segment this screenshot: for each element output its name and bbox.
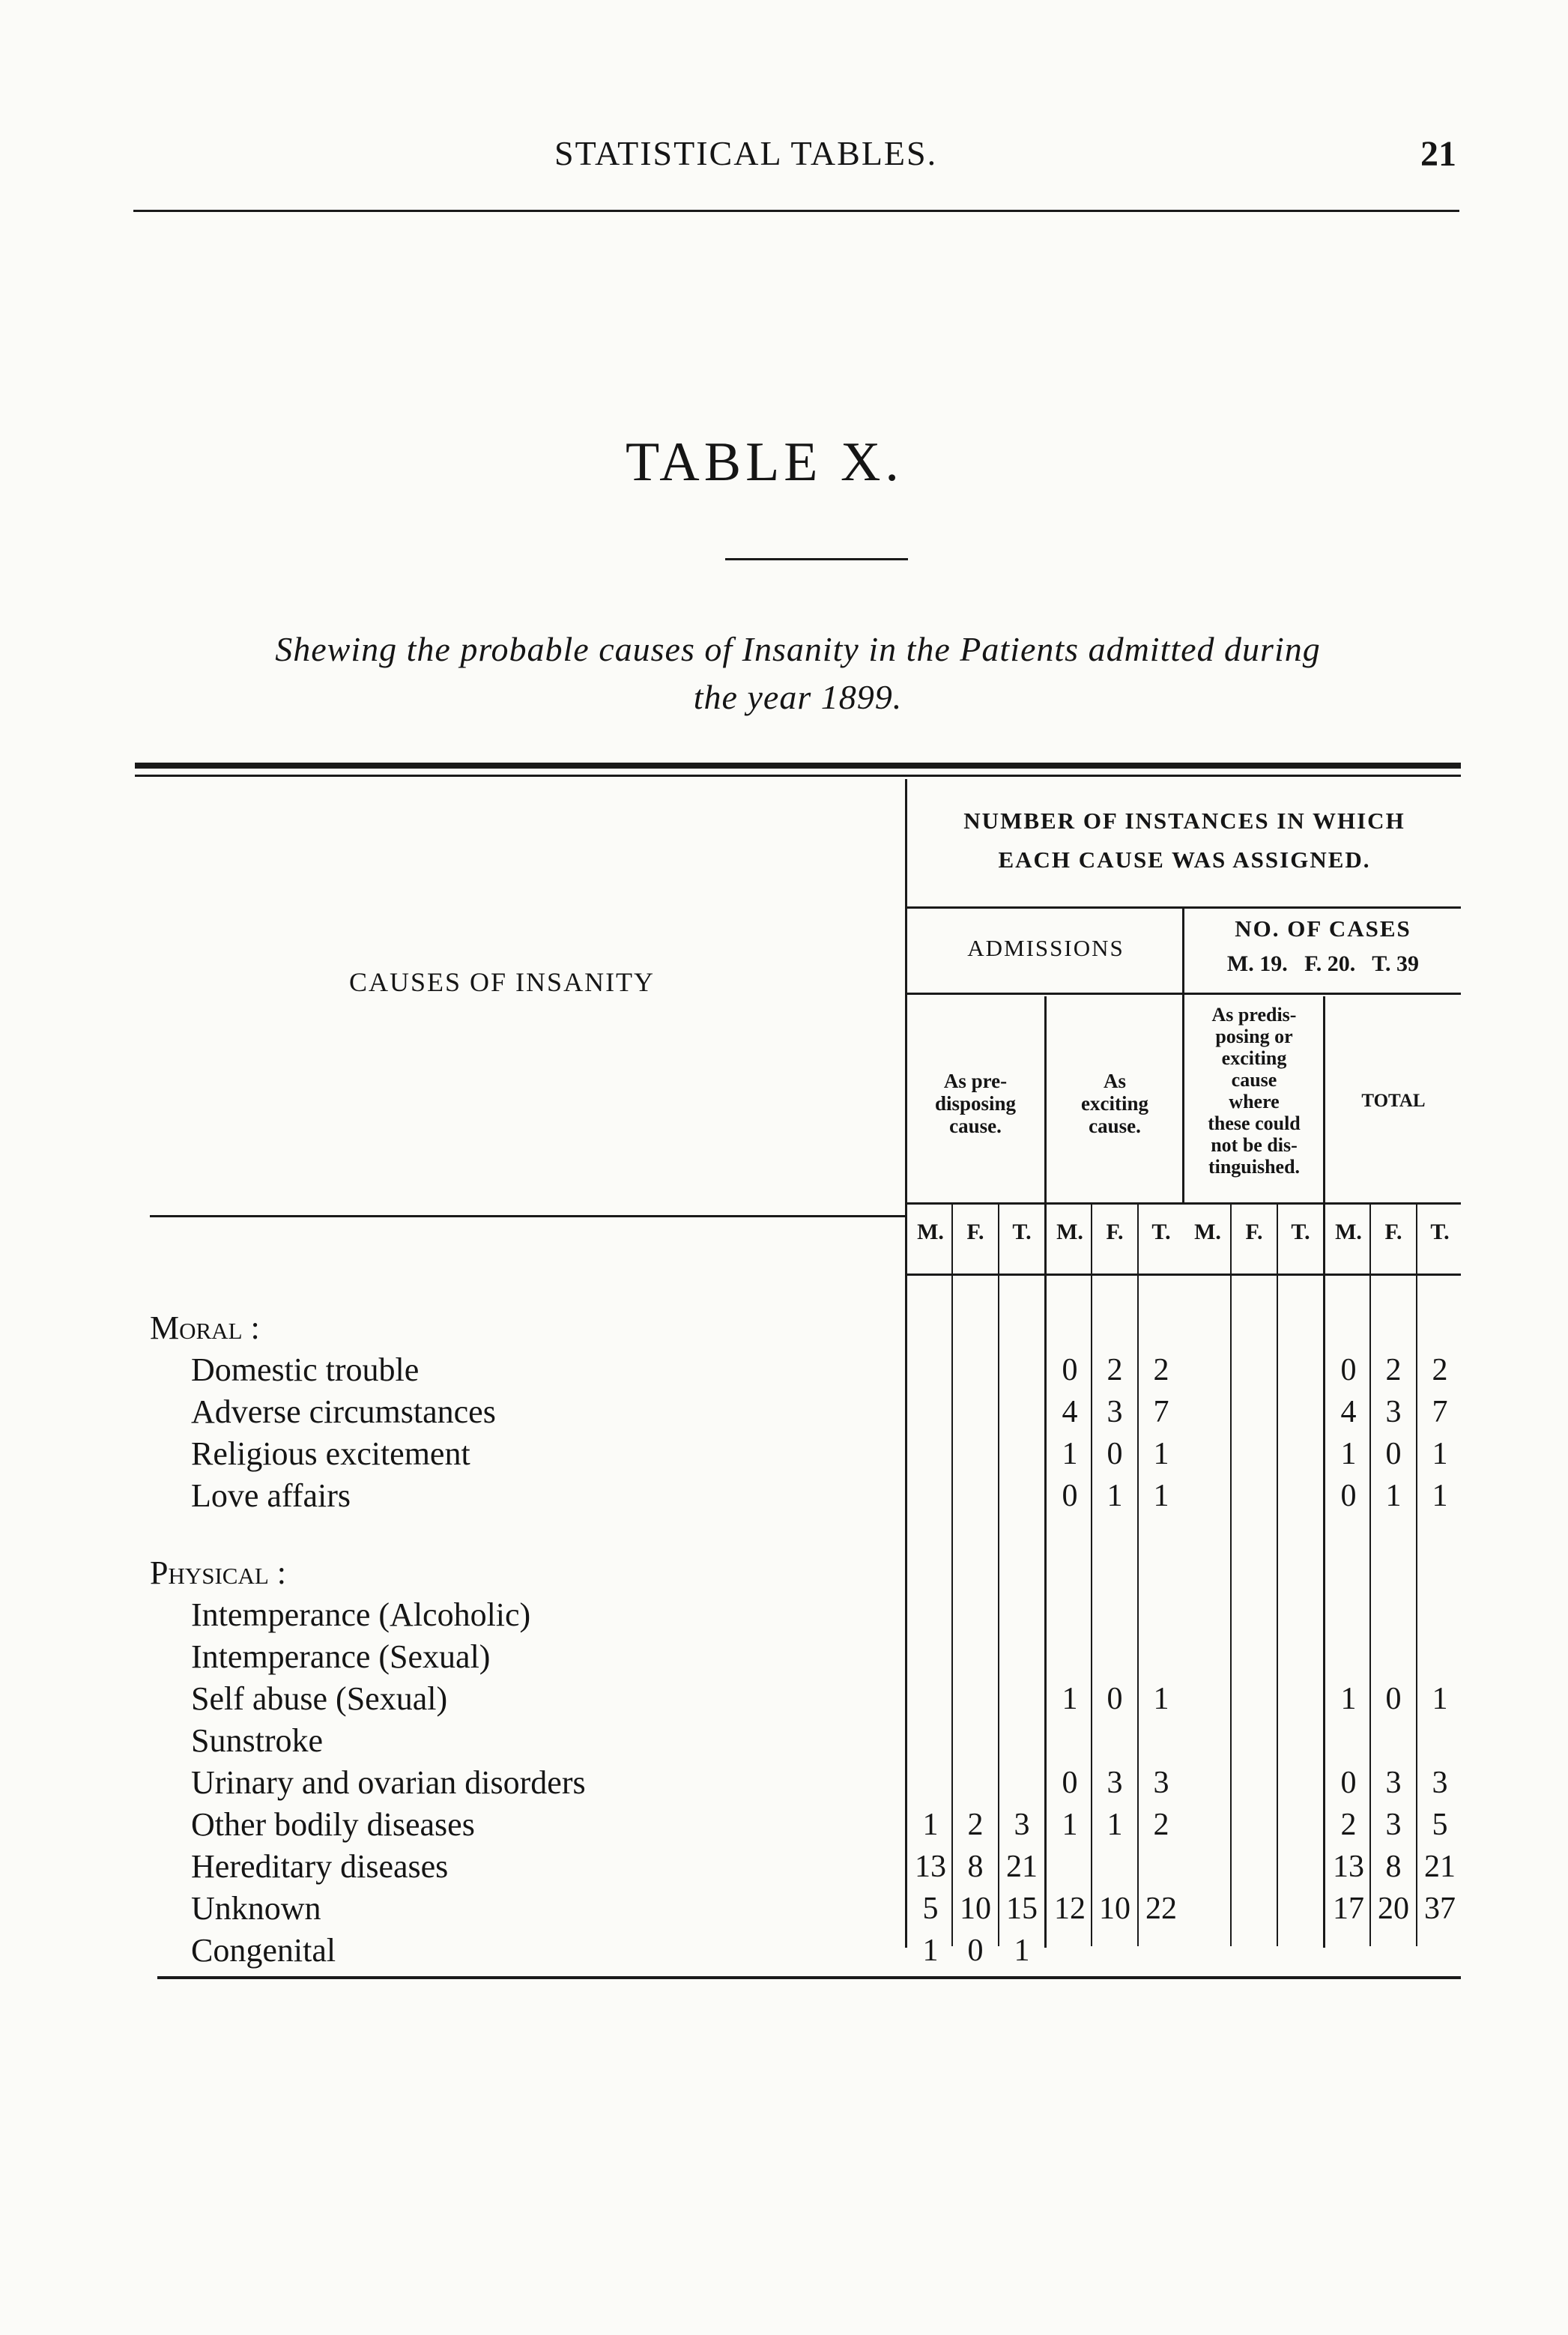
value-cell: 12 xyxy=(1054,1892,1086,1926)
value-cell: 0 xyxy=(1340,1353,1357,1387)
value-cell: 0 xyxy=(1062,1479,1078,1513)
value-cell: 1 xyxy=(922,1933,939,1968)
mft-label: M. xyxy=(1056,1220,1083,1244)
cases-counts: M. 19. F. 20. T. 39 xyxy=(1226,951,1420,976)
mft-label: F. xyxy=(1245,1220,1263,1244)
value-cell: 7 xyxy=(1153,1395,1169,1429)
col-indistinguished-line7: not be dis- xyxy=(1211,1134,1298,1156)
col-indistinguished-heading xyxy=(1185,1004,1323,1178)
value-cell: 10 xyxy=(960,1892,991,1926)
value-cell: 4 xyxy=(1340,1395,1357,1429)
value-cell: 3 xyxy=(1014,1808,1030,1842)
value-cell: 0 xyxy=(967,1933,984,1968)
col-indistinguished-line3: exciting xyxy=(1221,1047,1287,1069)
mft-label: F. xyxy=(1106,1220,1124,1244)
value-cell: 5 xyxy=(922,1892,939,1926)
value-cell: 1 xyxy=(1107,1808,1123,1842)
value-cell: 2 xyxy=(1432,1353,1448,1387)
table-bottom-rule xyxy=(157,1976,1461,1979)
cause-label: Congenital xyxy=(191,1932,336,1969)
col-indistinguished-line5: where xyxy=(1229,1091,1280,1112)
value-cell: 1 xyxy=(1014,1933,1030,1968)
value-cell: 2 xyxy=(1385,1353,1402,1387)
group-heading: Physical : xyxy=(150,1554,287,1591)
value-cell: 21 xyxy=(1424,1850,1456,1884)
cause-label: Intemperance (Alcoholic) xyxy=(191,1596,531,1633)
value-cell: 0 xyxy=(1385,1682,1402,1716)
value-cell: 1 xyxy=(1432,1479,1448,1513)
value-cell: 37 xyxy=(1424,1892,1456,1926)
value-cell: 1 xyxy=(1385,1479,1402,1513)
cause-label: Sunstroke xyxy=(191,1722,323,1759)
value-cell: 1 xyxy=(1153,1479,1169,1513)
title-underline xyxy=(725,558,908,560)
value-cell: 3 xyxy=(1432,1766,1448,1800)
value-cell: 1 xyxy=(1340,1437,1357,1471)
value-cell: 7 xyxy=(1432,1395,1448,1429)
value-cell: 0 xyxy=(1062,1766,1078,1800)
numbers-left-border xyxy=(905,779,907,1948)
cause-label: Self abuse (Sexual) xyxy=(191,1680,448,1717)
value-cell: 2 xyxy=(1107,1353,1123,1387)
admissions-rule xyxy=(906,993,1184,995)
value-cell: 0 xyxy=(1340,1766,1357,1800)
col-exciting-line1: As xyxy=(1103,1070,1126,1092)
mft-label: F. xyxy=(1384,1220,1402,1244)
value-cell: 13 xyxy=(915,1850,946,1884)
col-indistinguished-line6: these could xyxy=(1208,1112,1301,1134)
value-cell: 0 xyxy=(1107,1437,1123,1471)
table-top-rule-thin xyxy=(135,775,1461,777)
value-cell: 2 xyxy=(1153,1353,1169,1387)
value-cell: 8 xyxy=(967,1850,984,1884)
cases-rule xyxy=(1184,993,1461,995)
mft-label: M. xyxy=(917,1220,944,1244)
mft-label: F. xyxy=(966,1220,984,1244)
value-cell: 15 xyxy=(1006,1892,1038,1926)
causes-heading-rule xyxy=(150,1215,906,1217)
cause-label: Adverse circumstances xyxy=(191,1393,496,1430)
admissions-heading: ADMISSIONS xyxy=(967,935,1124,961)
col-indistinguished-line4: cause xyxy=(1231,1069,1277,1091)
table-subtitle-line1: Shewing the probable causes of Insanity in the Patients admitted during xyxy=(275,630,1321,668)
admissions-right-border xyxy=(1182,906,1184,1202)
causes-heading: CAUSES OF INSANITY xyxy=(349,967,656,997)
cause-label: Religious excitement xyxy=(191,1435,470,1472)
value-cell: 4 xyxy=(1062,1395,1078,1429)
value-cell: 3 xyxy=(1385,1766,1402,1800)
mft-label: M. xyxy=(1194,1220,1221,1244)
value-cell: 1 xyxy=(1107,1479,1123,1513)
mft-rule xyxy=(906,1274,1461,1276)
mft-label: T. xyxy=(1012,1220,1032,1244)
value-cell: 3 xyxy=(1385,1395,1402,1429)
value-cell: 5 xyxy=(1432,1808,1448,1842)
col-indistinguished-line1: As predis- xyxy=(1211,1004,1297,1026)
instances-heading-line2: EACH CAUSE WAS ASSIGNED. xyxy=(998,847,1371,873)
page-number: 21 xyxy=(1420,134,1456,174)
predisposing-right-border xyxy=(1044,996,1047,1948)
value-cell: 8 xyxy=(1385,1850,1402,1884)
value-cell: 0 xyxy=(1062,1353,1078,1387)
value-cell: 22 xyxy=(1145,1892,1177,1926)
value-cell: 21 xyxy=(1006,1850,1038,1884)
column-divider xyxy=(1277,1205,1278,1946)
mft-label: M. xyxy=(1335,1220,1362,1244)
value-cell: 1 xyxy=(1062,1682,1078,1716)
cause-label: Hereditary diseases xyxy=(191,1848,449,1885)
cause-label: Unknown xyxy=(191,1890,321,1927)
value-cell: 13 xyxy=(1333,1850,1364,1884)
value-cell: 1 xyxy=(1432,1682,1448,1716)
col-indistinguished-line2: posing or xyxy=(1215,1026,1293,1047)
value-cell: 1 xyxy=(1153,1437,1169,1471)
col-exciting-line2: exciting xyxy=(1081,1092,1148,1115)
value-cell: 0 xyxy=(1385,1437,1402,1471)
cause-label: Urinary and ovarian disorders xyxy=(191,1764,586,1801)
col-predisposing-line2: disposing xyxy=(934,1092,1017,1115)
value-cell: 1 xyxy=(922,1808,939,1842)
col-predisposing-heading xyxy=(908,1070,1043,1137)
value-cell: 2 xyxy=(967,1808,984,1842)
column-divider xyxy=(1230,1205,1232,1946)
subhead-rule xyxy=(906,1202,1461,1205)
cause-label: Other bodily diseases xyxy=(191,1806,475,1843)
value-cell: 3 xyxy=(1153,1766,1169,1800)
value-cell: 17 xyxy=(1333,1892,1364,1926)
table-subtitle-line2: the year 1899. xyxy=(693,678,903,716)
col-indistinguished-line8: tinguished. xyxy=(1208,1156,1301,1178)
value-cell: 3 xyxy=(1107,1766,1123,1800)
cases-heading: NO. OF CASES xyxy=(1235,915,1411,942)
mft-label: T. xyxy=(1151,1220,1171,1244)
value-cell: 1 xyxy=(1340,1682,1357,1716)
value-cell: 3 xyxy=(1385,1808,1402,1842)
instances-heading-line1: NUMBER OF INSTANCES IN WHICH xyxy=(963,808,1405,834)
header-rule xyxy=(133,210,1459,212)
group-heading: Moral : xyxy=(150,1309,260,1346)
value-cell: 2 xyxy=(1340,1808,1357,1842)
col-predisposing-line1: As pre- xyxy=(943,1070,1008,1092)
value-cell: 2 xyxy=(1153,1808,1169,1842)
table-top-rule xyxy=(135,763,1461,769)
value-cell: 20 xyxy=(1378,1892,1409,1926)
col-total-heading: TOTAL xyxy=(1361,1091,1426,1111)
mft-label: T. xyxy=(1430,1220,1450,1244)
running-head: STATISTICAL TABLES. xyxy=(554,134,938,172)
indistinguished-right-border xyxy=(1323,996,1325,1948)
col-exciting-line3: cause. xyxy=(1089,1115,1141,1137)
value-cell: 0 xyxy=(1340,1479,1357,1513)
cause-label: Domestic trouble xyxy=(191,1351,420,1388)
col-predisposing-line3: cause. xyxy=(949,1115,1002,1137)
cause-label: Love affairs xyxy=(191,1477,351,1514)
col-exciting-heading xyxy=(1047,1070,1182,1137)
value-cell: 1 xyxy=(1153,1682,1169,1716)
cause-label: Intemperance (Sexual) xyxy=(191,1638,491,1675)
value-cell: 1 xyxy=(1062,1437,1078,1471)
value-cell: 10 xyxy=(1099,1892,1130,1926)
value-cell: 1 xyxy=(1432,1437,1448,1471)
value-cell: 0 xyxy=(1107,1682,1123,1716)
value-cell: 1 xyxy=(1062,1808,1078,1842)
mft-label: T. xyxy=(1291,1220,1310,1244)
table-title: TABLE X. xyxy=(626,431,903,493)
value-cell: 3 xyxy=(1107,1395,1123,1429)
